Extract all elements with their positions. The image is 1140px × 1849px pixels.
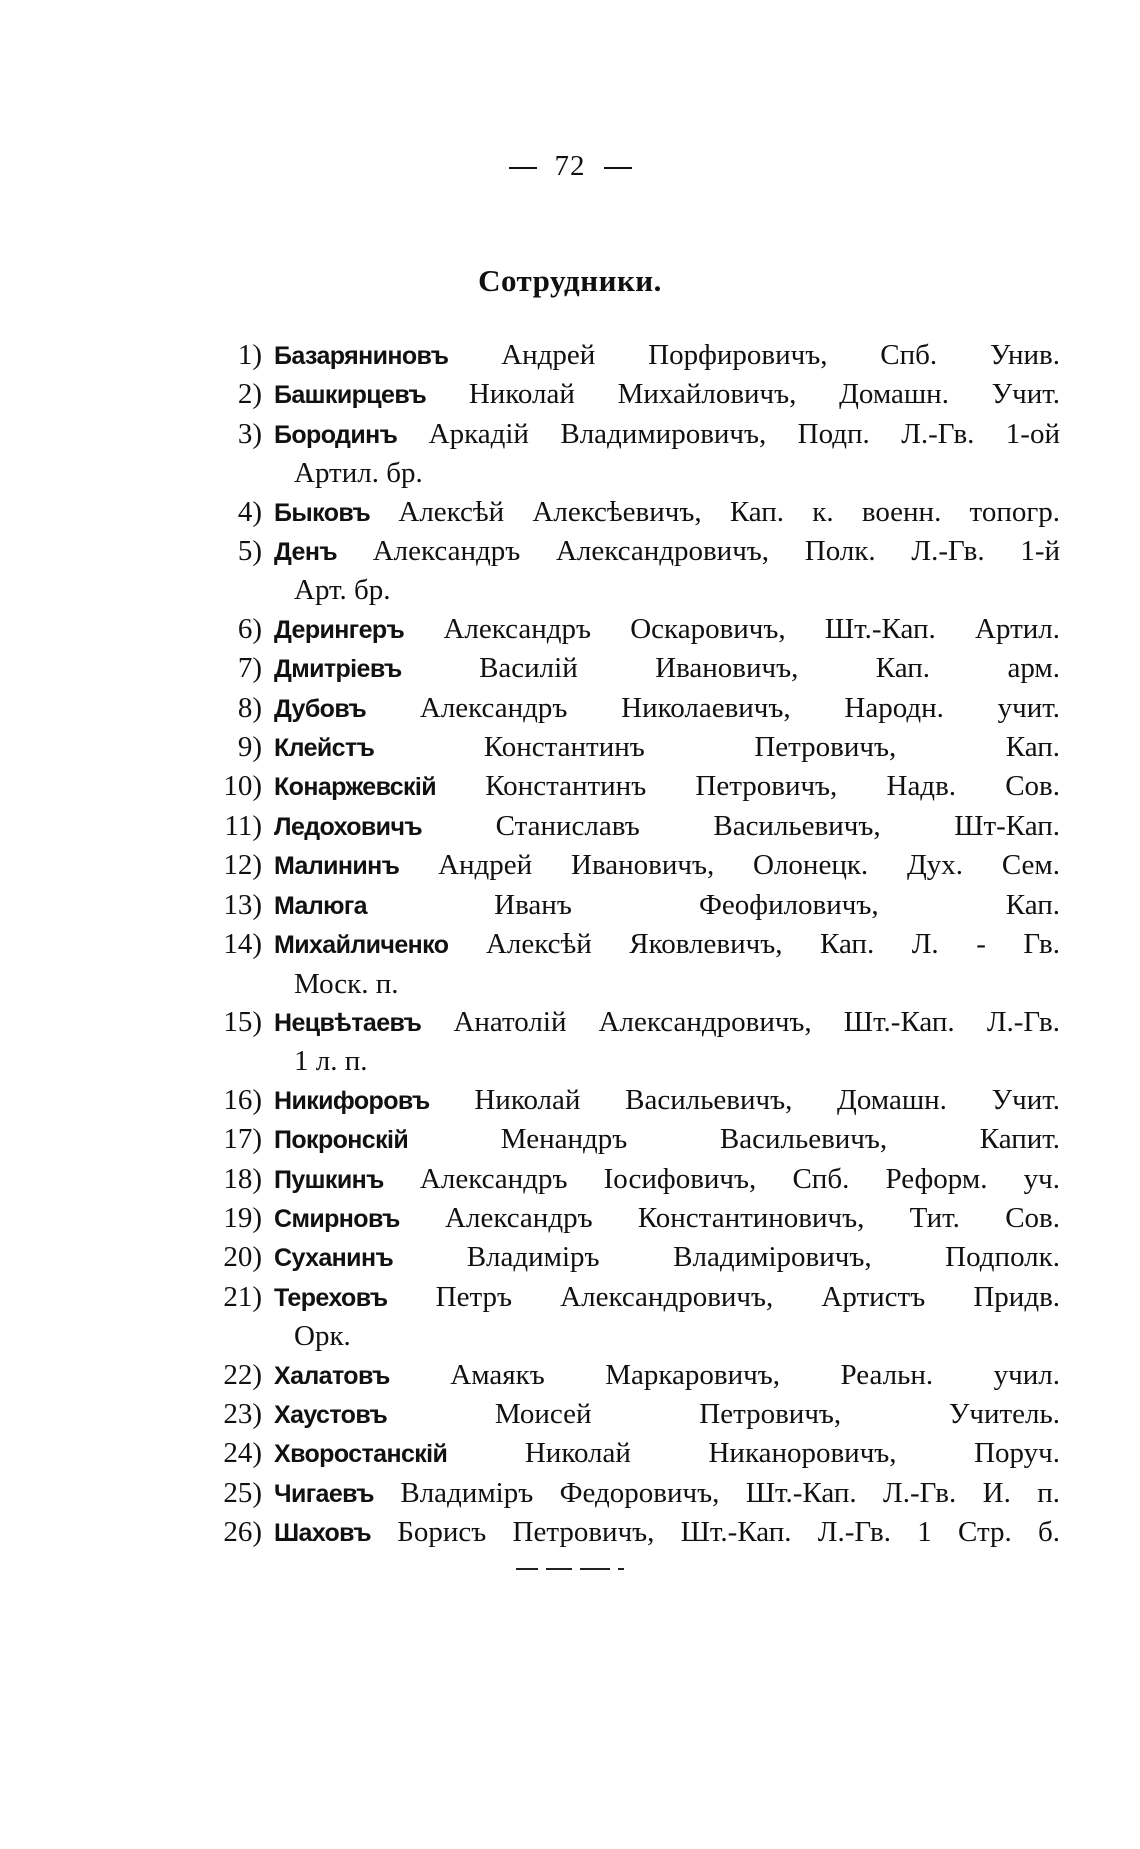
page-number	[0, 150, 1140, 183]
entry-surname: Тереховъ	[274, 1283, 388, 1312]
list-item	[210, 886, 1060, 925]
list-item	[210, 728, 1060, 767]
list-item	[210, 493, 1060, 532]
entry-surname: Дмитріевъ	[274, 655, 402, 684]
entry-details: Александръ Александровичъ, Полк. Л.-Гв. 1-й	[372, 535, 1060, 568]
entry-number: 20)	[223, 1241, 262, 1274]
entry-number: 1)	[237, 339, 262, 371]
entry-details: Александръ Константиновичъ, Тит. Сов.	[445, 1201, 1060, 1234]
entry-details: Анатолій Александровичъ, Шт.-Кап. Л.-Гв.	[453, 1005, 1060, 1038]
entry-first-line	[274, 689, 1060, 728]
entry-first-line	[274, 1238, 1060, 1277]
end-rule	[0, 1560, 1140, 1578]
entry-number: 4)	[237, 495, 262, 528]
entry-surname: Конаржевскій	[274, 773, 437, 802]
list-item	[210, 1160, 1060, 1199]
list-item	[210, 1120, 1060, 1159]
entry-number: 6)	[237, 612, 262, 645]
list-item	[210, 767, 1060, 806]
entry-surname: Клейстъ	[274, 734, 375, 763]
entry-number: 11)	[224, 809, 262, 842]
entry-details: Андрей Ивановичъ, Олонецк. Дух. Сем.	[438, 849, 1060, 882]
entry-number: 3)	[237, 417, 262, 450]
entry-surname: Бородинъ	[274, 420, 398, 449]
entry-number: 24)	[223, 1437, 262, 1470]
entry-details: Александръ Іосифовичъ, Спб. Реформ. уч.	[419, 1162, 1060, 1195]
entry-number: 9)	[237, 731, 262, 764]
entry-number: 22)	[223, 1358, 262, 1391]
entry-continuation: 1 л. п.	[294, 1045, 368, 1078]
list-item	[210, 336, 1060, 375]
entry-details: Амаякъ Маркаровичъ, Реальн. учил.	[450, 1358, 1060, 1391]
entry-surname: Быковъ	[274, 498, 371, 527]
entry-surname: Смирновъ	[274, 1204, 400, 1233]
entry-details: Петръ Александровичъ, Артистъ Придв.	[435, 1280, 1061, 1313]
entry-details: Василій Ивановичъ, Кап. арм.	[479, 652, 1060, 685]
entry-number: 26)	[223, 1516, 262, 1549]
entry-first-line	[274, 807, 1060, 846]
list-item	[210, 415, 1060, 493]
entry-first-line	[274, 415, 1060, 454]
entry-first-line	[274, 1474, 1060, 1513]
entry-first-line	[274, 1003, 1060, 1042]
end-rule-dash	[546, 1568, 572, 1570]
entry-surname: Хворостанскій	[274, 1440, 448, 1469]
entry-details: Моисей Петровичъ, Учитель.	[494, 1397, 1060, 1430]
entry-number: 10)	[223, 770, 262, 803]
entry-number: 25)	[223, 1476, 262, 1509]
entry-first-line	[274, 1513, 1060, 1552]
entry-first-line	[274, 1395, 1060, 1434]
list-item	[210, 925, 1060, 1003]
entry-surname: Никифоровъ	[274, 1086, 430, 1115]
entry-details: Владиміръ Владиміровичъ, Подполк.	[466, 1241, 1060, 1274]
entry-first-line	[274, 1278, 1060, 1317]
entry-first-line	[274, 846, 1060, 885]
entry-first-line	[274, 1120, 1060, 1159]
entry-details: Николай Никаноровичъ, Поруч.	[524, 1437, 1060, 1470]
entry-surname: Башкирцевъ	[274, 381, 427, 410]
entry-first-line	[274, 336, 1060, 375]
entry-surname: Пушкинъ	[274, 1165, 384, 1194]
entry-details: Владиміръ Федоровичъ, Шт.-Кап. Л.-Гв. И. п.	[400, 1476, 1060, 1509]
entry-continuation: Артил. бр.	[294, 457, 423, 490]
entry-details: Константинъ Петровичъ, Кап.	[483, 731, 1060, 764]
list-item	[210, 1278, 1060, 1356]
entry-number: 8)	[237, 691, 262, 724]
entry-details: Алексѣй Яковлевичъ, Кап. Л. - Гв.	[485, 928, 1060, 961]
entry-number: 18)	[223, 1162, 262, 1195]
page-number-left-dash	[509, 167, 537, 169]
entry-number: 12)	[223, 849, 262, 882]
entry-surname: Михайличенко	[274, 931, 449, 960]
entry-first-line	[274, 649, 1060, 688]
list-item	[210, 1238, 1060, 1277]
end-rule-dash	[580, 1568, 610, 1570]
entry-surname: Халатовъ	[274, 1361, 390, 1390]
entry-continuation: Орк.	[294, 1320, 351, 1353]
entry-first-line	[274, 532, 1060, 571]
entry-first-line	[274, 1434, 1060, 1473]
list-item	[210, 1434, 1060, 1473]
page-number-value: 72	[554, 150, 586, 182]
entry-first-line	[274, 767, 1060, 806]
entry-surname: Чигаевъ	[274, 1479, 374, 1508]
list-item	[210, 689, 1060, 728]
entry-number: 21)	[223, 1280, 262, 1313]
entry-number: 19)	[223, 1201, 262, 1234]
entry-surname: Денъ	[274, 538, 337, 567]
entry-number: 5)	[237, 535, 262, 568]
entry-surname: Покронскій	[274, 1126, 409, 1155]
entry-first-line	[274, 886, 1060, 925]
list-item	[210, 1513, 1060, 1552]
section-title: Сотрудники.	[478, 263, 662, 298]
entry-details: Аркадій Владимировичъ, Подп. Л.-Гв. 1-ой	[428, 417, 1060, 450]
entry-surname: Малюга	[274, 891, 367, 920]
entry-number: 17)	[223, 1123, 262, 1156]
end-rule-dash	[618, 1568, 624, 1570]
entry-number: 23)	[223, 1397, 262, 1430]
entry-first-line	[274, 1081, 1060, 1120]
list-item	[210, 1003, 1060, 1081]
list-item	[210, 610, 1060, 649]
entry-number: 2)	[237, 378, 262, 411]
entry-number: 7)	[237, 652, 262, 685]
entry-details: Николай Михайловичъ, Домашн. Учит.	[468, 378, 1061, 411]
list-item	[210, 1395, 1060, 1434]
entry-details: Иванъ Феофиловичъ, Кап.	[494, 888, 1061, 921]
entry-surname: Хаустовъ	[274, 1400, 388, 1429]
list-item	[210, 649, 1060, 688]
entry-details: Борисъ Петровичъ, Шт.-Кап. Л.-Гв. 1 Стр. б.	[397, 1516, 1060, 1549]
entry-surname: Дубовъ	[274, 694, 367, 723]
entry-surname: Шаховъ	[274, 1519, 371, 1548]
page-number-right-dash	[604, 167, 632, 169]
staff-list	[210, 336, 1060, 1553]
entry-details: Алексѣй Алексѣевичъ, Кап. к. военн. топогр.	[398, 495, 1061, 528]
entry-details: Константинъ Петровичъ, Надв. Сов.	[485, 770, 1061, 803]
entry-first-line	[274, 728, 1060, 767]
end-rule-dash	[516, 1568, 538, 1570]
entry-surname: Базаряниновъ	[274, 342, 449, 370]
entry-details: Станиславъ Васильевичъ, Шт-Кап.	[495, 809, 1061, 842]
entry-number: 15)	[223, 1005, 262, 1038]
entry-first-line	[274, 1160, 1060, 1199]
list-item	[210, 1081, 1060, 1120]
list-item	[210, 1199, 1060, 1238]
entry-continuation: Арт. бр.	[294, 574, 391, 607]
list-item	[210, 1474, 1060, 1513]
entry-first-line	[274, 1199, 1060, 1238]
entry-number: 16)	[223, 1083, 262, 1116]
entry-first-line	[274, 375, 1060, 414]
entry-first-line	[274, 493, 1060, 532]
entry-details: Александръ Николаевичъ, Народн. учит.	[419, 691, 1060, 724]
entry-surname: Дерингеръ	[274, 615, 405, 644]
entry-details: Менандръ Васильевичъ, Капит.	[500, 1123, 1061, 1156]
entry-first-line	[274, 925, 1060, 964]
entry-details: Андрей Порфировичъ, Спб. Унив.	[501, 339, 1060, 371]
entry-surname: Суханинъ	[274, 1244, 394, 1273]
entry-surname: Ледоховичъ	[274, 812, 422, 841]
list-item	[210, 846, 1060, 885]
entry-first-line	[274, 1356, 1060, 1395]
entry-number: 14)	[223, 928, 262, 961]
list-item	[210, 375, 1060, 414]
entry-continuation: Моск. п.	[294, 967, 399, 1000]
entry-details: Александръ Оскаровичъ, Шт.-Кап. Артил.	[443, 612, 1061, 645]
entry-details: Николай Васильевичъ, Домашн. Учит.	[474, 1083, 1061, 1116]
entry-first-line	[274, 610, 1060, 649]
entry-surname: Нецвѣтаевъ	[274, 1008, 422, 1037]
list-item	[210, 807, 1060, 846]
list-item	[210, 532, 1060, 610]
list-item	[210, 1356, 1060, 1395]
entry-surname: Малининъ	[274, 852, 400, 881]
entry-number: 13)	[223, 888, 262, 921]
